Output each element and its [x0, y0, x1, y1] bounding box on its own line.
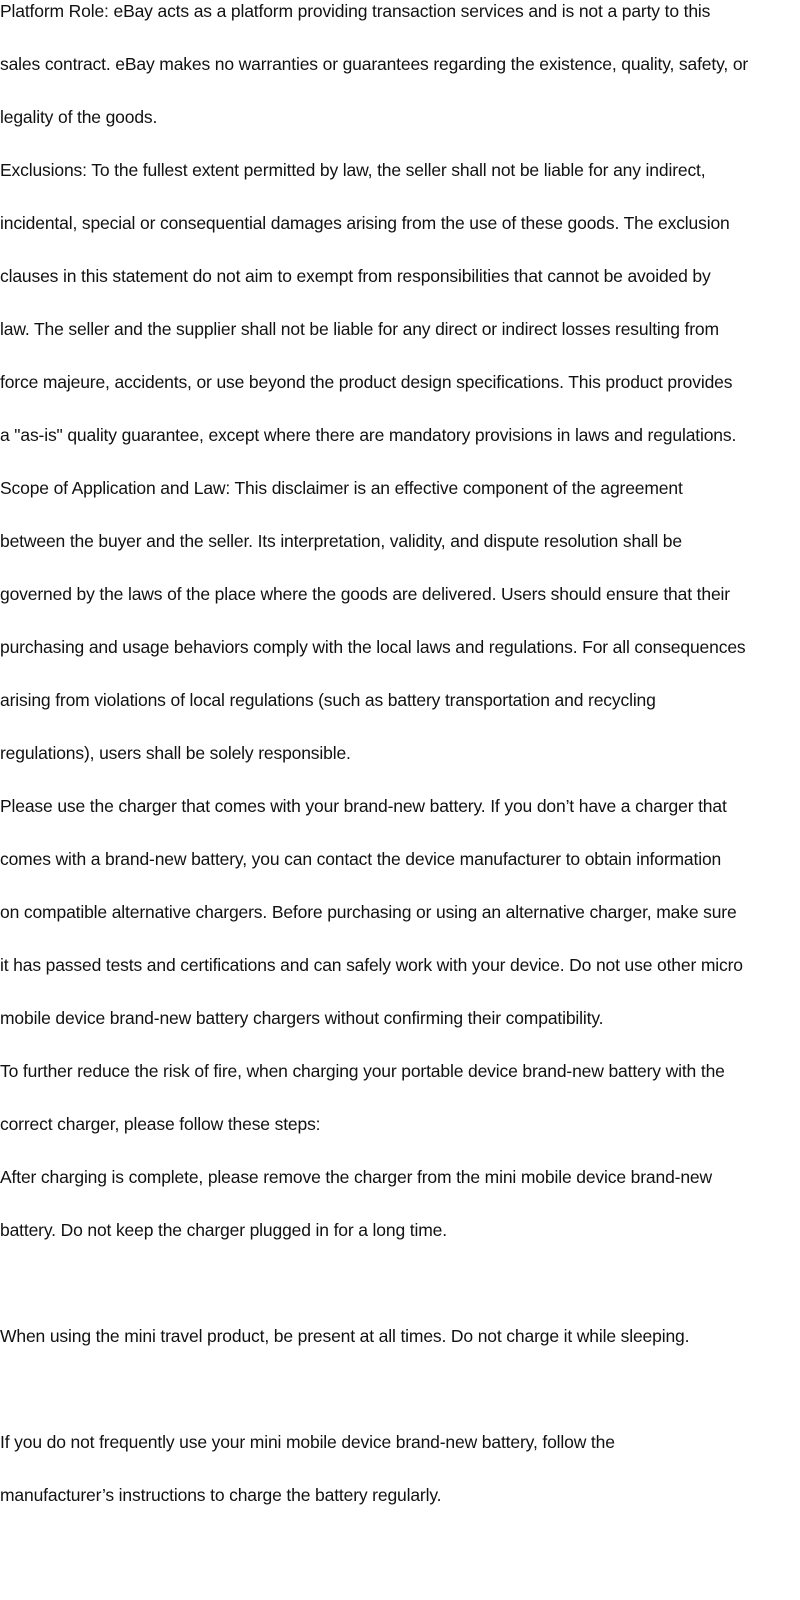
- text-line: Please use the charger that comes with your brand-new battery. If you don’t have a charger that: [0, 796, 727, 816]
- text-line: manufacturer’s instructions to charge the battery regularly.: [0, 1485, 442, 1505]
- text-line: battery. Do not keep the charger plugged in for a long time.: [0, 1220, 447, 1240]
- text-line: legality of the goods.: [0, 107, 158, 127]
- text-line: on compatible alternative chargers. Before purchasing or using an alternative charger, make sure: [0, 902, 737, 922]
- text-line: between the buyer and the seller. Its interpretation, validity, and dispute resolution shall be: [0, 531, 682, 551]
- text-line: regulations), users shall be solely responsible.: [0, 743, 351, 763]
- text-line: When using the mini travel product, be present at all times. Do not charge it while sleeping.: [0, 1326, 690, 1346]
- text-line: mobile device brand-new battery chargers without confirming their compatibility.: [0, 1008, 604, 1028]
- text-line: force majeure, accidents, or use beyond the product design specifications. This product provides: [0, 372, 733, 392]
- text-line: clauses in this statement do not aim to exempt from responsibilities that cannot be avoided by: [0, 266, 711, 286]
- text-line: purchasing and usage behaviors comply with the local laws and regulations. For all consequences: [0, 637, 746, 657]
- text-line: it has passed tests and certifications and can safely work with your device. Do not use other micro: [0, 955, 743, 975]
- text-line: law. The seller and the supplier shall not be liable for any direct or indirect losses resulting from: [0, 319, 719, 339]
- text-line: correct charger, please follow these steps:: [0, 1114, 321, 1134]
- text-line: To further reduce the risk of fire, when charging your portable device brand-new battery with the: [0, 1061, 725, 1081]
- text-line: Exclusions: To the fullest extent permitted by law, the seller shall not be liable for any indirect,: [0, 160, 706, 180]
- text-line: comes with a brand-new battery, you can contact the device manufacturer to obtain information: [0, 849, 722, 869]
- text-line: If you do not frequently use your mini mobile device brand-new battery, follow the: [0, 1432, 615, 1452]
- text-line: Platform Role: eBay acts as a platform providing transaction services and is not a party to this: [0, 1, 711, 21]
- text-line: governed by the laws of the place where the goods are delivered. Users should ensure that their: [0, 584, 730, 604]
- text-line: arising from violations of local regulations (such as battery transportation and recycling: [0, 690, 656, 710]
- text-line: After charging is complete, please remove the charger from the mini mobile device brand-new: [0, 1167, 712, 1187]
- text-line: incidental, special or consequential damages arising from the use of these goods. The exclusion: [0, 213, 730, 233]
- text-line: sales contract. eBay makes no warranties or guarantees regarding the existence, quality, safety, or: [0, 54, 749, 74]
- text-line: Scope of Application and Law: This disclaimer is an effective component of the agreement: [0, 478, 683, 498]
- text-line: a "as-is" quality guarantee, except where there are mandatory provisions in laws and regulations.: [0, 425, 737, 445]
